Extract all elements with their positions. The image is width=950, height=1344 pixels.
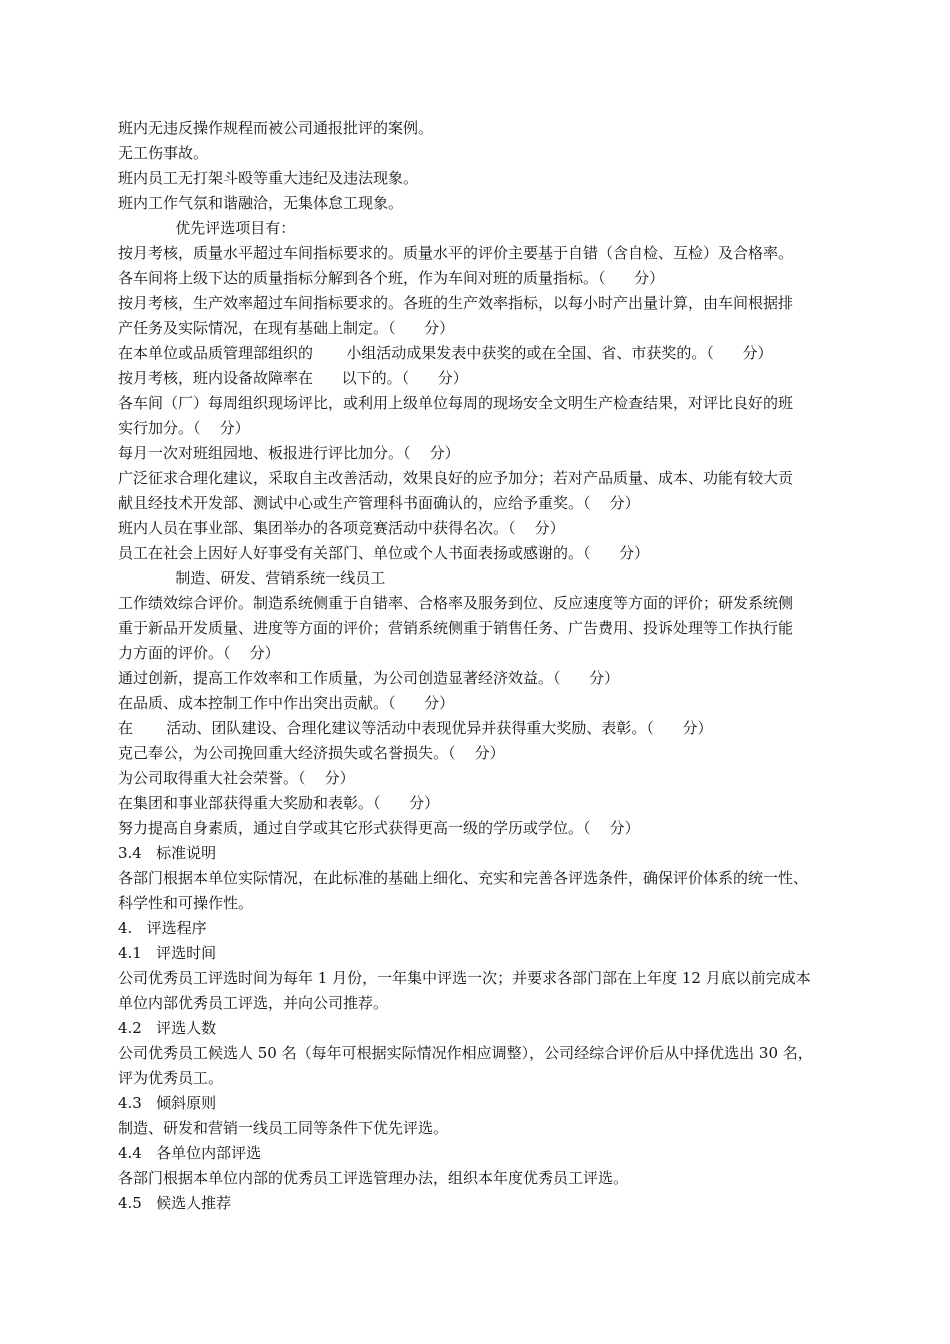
text-line: 班内员工无打架斗殴等重大违纪及违法现象。: [118, 169, 419, 187]
text-line: 产任务及实际情况，在现有基础上制定。（ 分）: [118, 319, 455, 337]
text-line: 优先评选项目有：: [118, 219, 296, 237]
text-line: 重于新品开发质量、进度等方面的评价；营销系统侧重于销售任务、广告费用、投诉处理等工作执行能: [118, 619, 794, 637]
text-line: 班内人员在事业部、集团举办的各项竞赛活动中获得名次。（ 分）: [118, 519, 565, 537]
text-line: 公司优秀员工候选人 50 名（每年可根据实际情况作相应调整），公司经综合评价后从中择优选出 30 名，: [118, 1044, 813, 1062]
section-heading: 4.1 评选时间: [118, 944, 217, 962]
text-line: 员工在社会上因好人好事受有关部门、单位或个人书面表扬或感谢的。（ 分）: [118, 544, 650, 562]
text-line: 克己奉公，为公司挽回重大经济损失或名誉损失。（ 分）: [118, 744, 505, 762]
section-heading: 4.2 评选人数: [118, 1019, 217, 1037]
text-line: 各车间将上级下达的质量指标分解到各个班，作为车间对班的质量指标。（ 分）: [118, 269, 665, 287]
text-line: 制造、研发和营销一线员工同等条件下优先评选。: [118, 1119, 449, 1137]
text-line: 广泛征求合理化建议，采取自主改善活动，效果良好的应予加分；若对产品质量、成本、功能有较大贡: [118, 469, 794, 487]
text-line: 每月一次对班组园地、板报进行评比加分。（ 分）: [118, 444, 460, 462]
text-line: 在 活动、团队建设、合理化建议等活动中表现优异并获得重大奖励、表彰。（ 分）: [118, 719, 713, 737]
text-line: 制造、研发、营销系统一线员工: [118, 569, 386, 587]
text-line: 单位内部优秀员工评选，并向公司推荐。: [118, 994, 389, 1012]
text-line: 各部门根据本单位实际情况，在此标准的基础上细化、充实和完善各评选条件，确保评价体系的统一性、: [118, 869, 809, 887]
text-line: 班内工作气氛和谐融洽，无集体怠工现象。: [118, 194, 404, 212]
section-heading: 4.4 各单位内部评选: [118, 1144, 262, 1162]
text-line: 在品质、成本控制工作中作出突出贡献。（ 分）: [118, 694, 455, 712]
section-heading: 3.4 标准说明: [118, 844, 217, 862]
text-line: 努力提高自身素质，通过自学或其它形式获得更高一级的学历或学位。（ 分）: [118, 819, 640, 837]
text-line: 评为优秀员工。: [118, 1069, 224, 1087]
text-line: 按月考核，班内设备故障率在 以下的。（ 分）: [118, 369, 468, 387]
text-line: 公司优秀员工评选时间为每年 1 月份，一年集中评选一次；并要求各部门部在上年度 12 月底以前完成本: [118, 969, 811, 987]
text-line: 为公司取得重大社会荣誉。（ 分）: [118, 769, 355, 787]
text-line: 按月考核，质量水平超过车间指标要求的。质量水平的评价主要基于自错（含自检、互检）及合格率。: [118, 244, 794, 262]
text-line: 各车间（厂）每周组织现场评比，或利用上级单位每周的现场安全文明生产检查结果，对评比良好的班: [118, 394, 794, 412]
text-line: 在集团和事业部获得重大奖励和表彰。（ 分）: [118, 794, 440, 812]
text-line: 各部门根据本单位内部的优秀员工评选管理办法，组织本年度优秀员工评选。: [118, 1169, 629, 1187]
section-heading: 4.5 候选人推荐: [118, 1194, 232, 1212]
text-line: 力方面的评价。（ 分）: [118, 644, 280, 662]
text-line: 通过创新，提高工作效率和工作质量，为公司创造显著经济效益。（ 分）: [118, 669, 620, 687]
text-line: 在本单位或品质管理部组织的 小组活动成果发表中获奖的或在全国、省、市获奖的。（ 分）: [118, 344, 773, 362]
text-line: 班内无违反操作规程而被公司通报批评的案例。: [118, 119, 434, 137]
text-line: 按月考核，生产效率超过车间指标要求的。各班的生产效率指标，以每小时产出量计算，由车间根据排: [118, 294, 794, 312]
text-line: 献且经技术开发部、测试中心或生产管理科书面确认的，应给予重奖。（ 分）: [118, 494, 640, 512]
text-line: 工作绩效综合评价。制造系统侧重于自错率、合格率及服务到位、反应速度等方面的评价；研发系统侧: [118, 594, 794, 612]
section-heading: 4. 评选程序: [118, 919, 207, 937]
text-line: 实行加分。（ 分）: [118, 419, 250, 437]
section-heading: 4.3 倾斜原则: [118, 1094, 217, 1112]
text-line: 无工伤事故。: [118, 144, 209, 162]
text-line: 科学性和可操作性。: [118, 894, 254, 912]
